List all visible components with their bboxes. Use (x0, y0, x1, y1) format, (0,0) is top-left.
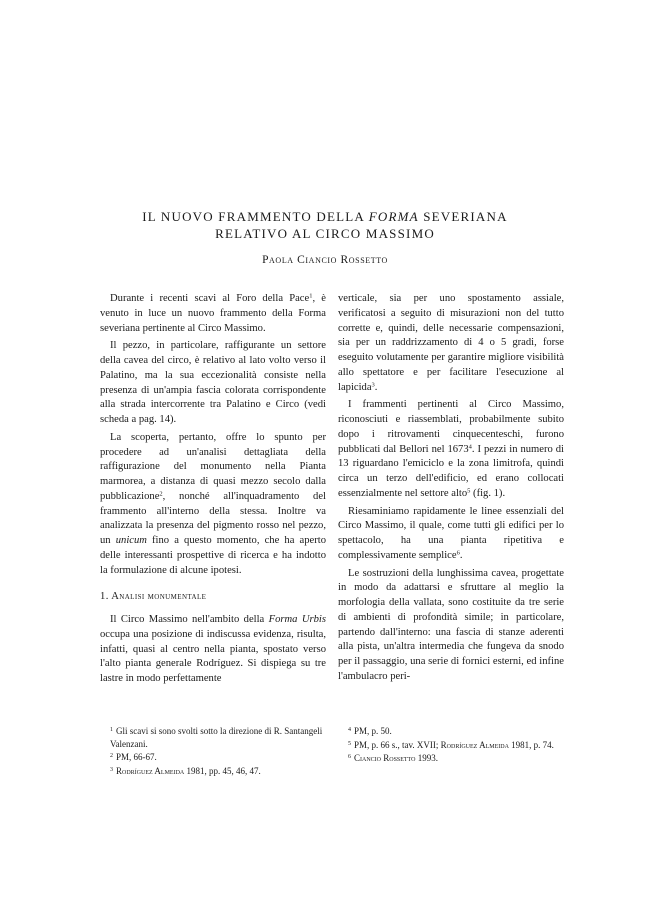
title-text: SEVERIANA (418, 209, 508, 224)
footnote (338, 738, 564, 752)
footnote-ref[interactable]: 5 (467, 487, 471, 495)
footnote-ref[interactable]: 3 (371, 381, 375, 388)
text: I frammenti pertinenti al Circo Massimo, riconosciuti e riassemblati, probabilmente subito dopo i ritrovamenti cinquecenteschi, furono pubblicati dal Bellori nel 1673 (338, 399, 564, 455)
text: Gli scavi si sono svolti sotto la direzione di R. Santangeli Valenzani. (110, 726, 323, 749)
text: occupa una posizione di indiscussa evidenza, risulta, infatti, quasi al centro nella pianta, spostato verso l'alto pianta generale Rodríguez. Si dispiega su tre lastre in modo perfettamente (100, 628, 326, 684)
footnote-ref[interactable]: 4 (468, 443, 472, 450)
text: Riesaminiamo rapidamente le linee essenziali del Circo Massimo, il quale, come tutti gli edifici per lo spettacolo, ha una pianta ripetitiva e complessivamente semplice (338, 505, 564, 561)
footnote-number: 6 (348, 754, 351, 760)
paragraph (100, 292, 326, 336)
text: Il Circo Massimo nell'ambito della (110, 614, 269, 625)
text: 1981, p. 74. (508, 739, 554, 750)
footnote (338, 751, 564, 765)
left-column (100, 292, 326, 690)
title-italic-word: FORMA (368, 209, 419, 224)
paragraph: Le sostruzioni della lunghissima cavea, progettate in modo da adattarsi e sfruttare al meglio la morfologia della vallata, sono costituite da tre serie di ambienti di profondità simile; in particolare, partendo dall'interno: una fascia di stanze aderenti alla pista, un'altra intermedia che fungeva da snodo per il passaggio, una serie di fornici esterni, ed infine l'ambulacro peri- (338, 567, 564, 682)
text: , è venuto in luce un nuovo frammento della Forma severiana pertinente al Circo Massimo. (100, 293, 326, 334)
author-name: Paola Ciancio Rossetto (262, 254, 388, 266)
footnote-ref[interactable]: 6 (456, 549, 460, 557)
title-text: IL NUOVO FRAMMENTO DELLA (142, 209, 369, 224)
text: 1981, pp. 45, 46, 47. (184, 765, 261, 776)
text: PM, 66-67. (116, 752, 157, 762)
text: verticale, sia per uno spostamento assiale, verificatosi a seguito di misurazioni non del tutto corrette e, quindi, delle necessarie compensazioni, sia per un raddrizzamento di 4 o 5 gradi, forse eseguito volutamente per garantire migliore visibilità allo spettatore e per facilitare l'esecuzione al lapicida (338, 293, 564, 393)
paragraph (338, 505, 564, 564)
paragraph: Il pezzo, in particolare, raffigurante un settore della cavea del circo, è relativo al lato volto verso il Palatino, ma la sua eccezionalità consiste nella presenza di un'ampia fascia colorata corrispondente alla strada intercorrente tra Palatino e Circo (vedi scheda a pag. 14). (100, 340, 326, 425)
title-line-2: RELATIVO AL CIRCO MASSIMO (215, 226, 435, 241)
author-ref: Rodríguez Almeida (116, 765, 185, 776)
paragraph (100, 431, 326, 579)
footnote (100, 764, 326, 778)
footnote-number: 4 (348, 727, 351, 733)
paragraph (338, 292, 564, 395)
footnote (100, 724, 326, 750)
italic-text: Forma Urbis (268, 614, 326, 625)
footnote (338, 724, 564, 738)
paragraph (338, 398, 564, 501)
text: La scoperta, pertanto, offre lo spunto per procedere ad un'analisi dettagliata della raffigurazione del monumento nella Pianta marmorea, a distanza di quasi mezzo secolo dalla pubblicazione (100, 431, 326, 502)
article-title (0, 208, 650, 242)
author-ref: Rodríguez Almeida (440, 739, 509, 750)
title-line-1 (0, 208, 650, 225)
section-heading: 1. Analisi monumentale (100, 591, 207, 603)
footnote-ref[interactable]: 2 (159, 490, 163, 498)
footnote-number: 5 (348, 740, 351, 747)
text: (fig. 1). (470, 487, 506, 499)
footnotes-right (338, 724, 564, 765)
footnote-number: 1 (110, 727, 113, 733)
text: 1993. (415, 753, 438, 763)
paragraph (100, 613, 326, 687)
footnotes-left (100, 724, 326, 777)
footnote-ref[interactable]: 1 (309, 292, 313, 300)
text: . (374, 381, 378, 393)
footnote-number: 3 (110, 766, 113, 773)
italic-text: unicum (115, 535, 147, 546)
text: PM, p. 66 s., tav. XVII; (354, 739, 441, 750)
author-ref: Ciancio Rossetto (354, 753, 416, 763)
text: PM, p. 50. (354, 726, 392, 736)
footnote-number: 2 (110, 753, 113, 759)
text: . (459, 549, 463, 561)
text: fino a questo momento, che ha aperto delle interessanti prospettive di ricerca e ha indotto la formulazione di alcune ipotesi. (100, 535, 326, 576)
right-column (338, 292, 564, 688)
text: . I pezzi in numero di 13 riguardano l'emiciclo e la zona limitrofa, quindi circa un terzo dell'edificio, ed erano collocati essenzialmente nel settore alto (338, 443, 565, 499)
text: Durante i recenti scavi al Foro della Pace (110, 293, 310, 304)
footnote (100, 750, 326, 764)
text: , nonché all'inquadramento del frammento all'interno della stessa. Inoltre va analizzata la presenza del pigmento rosso nel pezzo, un (100, 490, 326, 546)
